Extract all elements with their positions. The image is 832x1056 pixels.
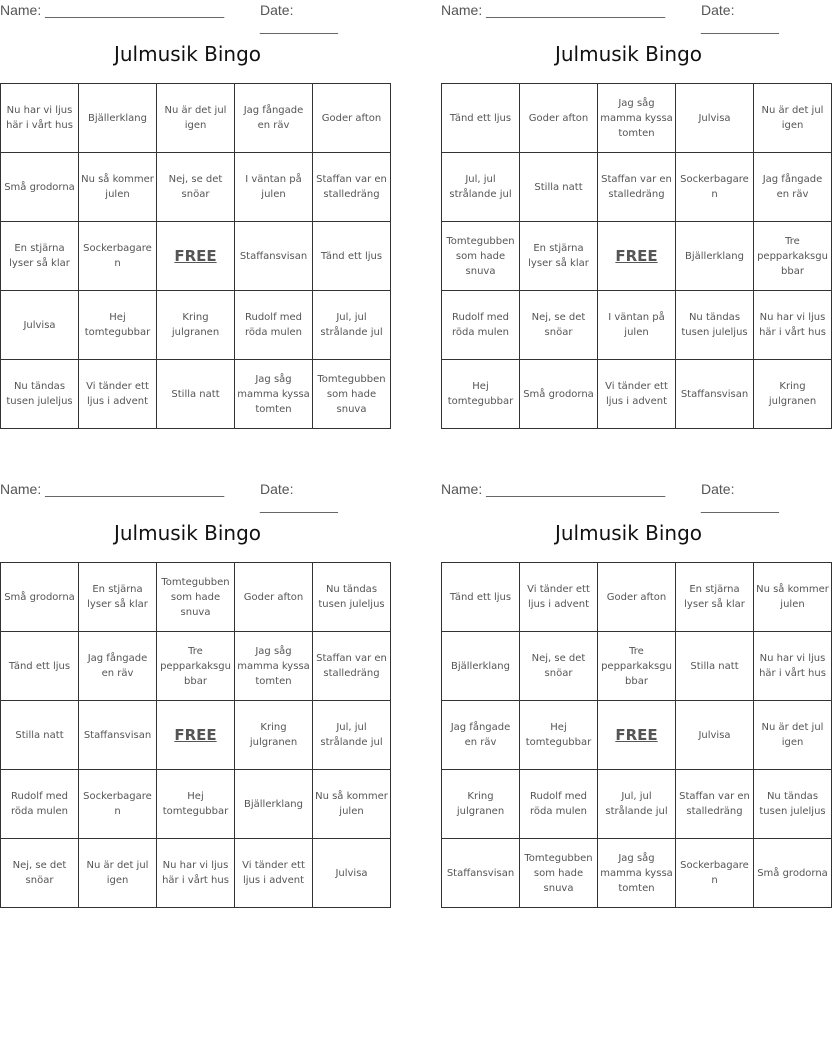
bingo-cell: Julvisa (1, 291, 79, 360)
bingo-cell: Nej, se det snöar (520, 291, 598, 360)
bingo-cell: Stilla natt (157, 360, 235, 429)
bingo-cell: Jag såg mamma kyssa tomten (598, 839, 676, 908)
bingo-cell: Nu är det jul igen (157, 84, 235, 153)
bingo-cell: Sockerbagaren (79, 770, 157, 839)
bingo-cell: Jul, jul strålande jul (313, 291, 391, 360)
name-date-row (441, 0, 816, 34)
bingo-cell: Julvisa (676, 701, 754, 770)
bingo-cell: Staffan var en stalledräng (598, 153, 676, 222)
bingo-cell: Hej tomtegubbar (520, 701, 598, 770)
bingo-cell: Jag fångade en räv (754, 153, 832, 222)
bingo-cell: Hej tomtegubbar (79, 291, 157, 360)
bingo-cell: Staffansvisan (79, 701, 157, 770)
date-field: Date: __________ (701, 481, 779, 513)
bingo-cell: Bjällerklang (79, 84, 157, 153)
bingo-row (442, 701, 832, 770)
bingo-row (1, 360, 391, 429)
bingo-cell: Staffan var en stalledräng (313, 632, 391, 701)
bingo-cell: Bjällerklang (676, 222, 754, 291)
bingo-card-3 (0, 479, 388, 911)
bingo-cell: Nu är det jul igen (754, 84, 832, 153)
free-space-cell: FREE (598, 701, 676, 770)
bingo-card-2 (441, 0, 828, 432)
bingo-cell: Stilla natt (1, 701, 79, 770)
free-space-cell: FREE (157, 222, 235, 291)
bingo-row (1, 839, 391, 908)
bingo-cell: Goder afton (598, 563, 676, 632)
bingo-cell: Sockerbagaren (676, 839, 754, 908)
bingo-cell: Nu tändas tusen juleljus (313, 563, 391, 632)
bingo-cell: Nu är det jul igen (79, 839, 157, 908)
bingo-cell: En stjärna lyser så klar (79, 563, 157, 632)
bingo-cell: Rudolf med röda mulen (442, 291, 520, 360)
bingo-cell: Jul, jul strålande jul (442, 153, 520, 222)
bingo-cell: Hej tomtegubbar (157, 770, 235, 839)
bingo-cell: Sockerbagaren (79, 222, 157, 291)
bingo-cell: Jag fångade en räv (442, 701, 520, 770)
bingo-cell: Goder afton (235, 563, 313, 632)
bingo-cell: Nu har vi ljus här i vårt hus (754, 291, 832, 360)
bingo-card-4 (441, 479, 829, 911)
bingo-cell: Tomtegubben som hade snuva (520, 839, 598, 908)
bingo-cell: Nu tändas tusen juleljus (676, 291, 754, 360)
bingo-row (1, 84, 391, 153)
bingo-row (442, 222, 832, 291)
bingo-cell: Bjällerklang (235, 770, 313, 839)
bingo-grid (0, 83, 391, 429)
bingo-cell: Staffansvisan (442, 839, 520, 908)
bingo-cell: Jag såg mamma kyssa tomten (235, 632, 313, 701)
bingo-cell: Tre pepparkaksgubbar (754, 222, 832, 291)
bingo-cell: Tomtegubben som hade snuva (157, 563, 235, 632)
bingo-row (442, 770, 832, 839)
bingo-cell: Nu så kommer julen (79, 153, 157, 222)
bingo-row (442, 153, 832, 222)
bingo-cell: Vi tänder ett ljus i advent (598, 360, 676, 429)
bingo-cell: Vi tänder ett ljus i advent (79, 360, 157, 429)
bingo-grid (441, 83, 832, 429)
date-field: Date: __________ (701, 2, 779, 34)
name-date-row (441, 479, 816, 513)
bingo-cell: En stjärna lyser så klar (676, 563, 754, 632)
bingo-cell: Jag såg mamma kyssa tomten (598, 84, 676, 153)
name-date-row (0, 479, 375, 513)
card-title: Julmusik Bingo (554, 42, 703, 66)
name-field: Name: _______________________ (441, 2, 666, 18)
bingo-cell: Rudolf med röda mulen (1, 770, 79, 839)
bingo-row (442, 839, 832, 908)
bingo-cell: Nu tändas tusen juleljus (1, 360, 79, 429)
free-space-cell: FREE (598, 222, 676, 291)
bingo-cell: Staffan var en stalledräng (676, 770, 754, 839)
bingo-cell: Staffansvisan (676, 360, 754, 429)
bingo-row (442, 360, 832, 429)
bingo-cell: Tänd ett ljus (442, 563, 520, 632)
bingo-row (1, 222, 391, 291)
bingo-cell: Julvisa (313, 839, 391, 908)
bingo-cell: Små grodorna (1, 563, 79, 632)
name-field: Name: _______________________ (0, 481, 225, 497)
bingo-cell: Nu har vi ljus här i vårt hus (1, 84, 79, 153)
bingo-cell: Tänd ett ljus (313, 222, 391, 291)
date-field: Date: __________ (260, 481, 338, 513)
bingo-cell: Nu har vi ljus här i vårt hus (754, 632, 832, 701)
bingo-cell: Kring julgranen (235, 701, 313, 770)
bingo-row (1, 701, 391, 770)
bingo-cell: Nej, se det snöar (1, 839, 79, 908)
bingo-cell: Staffan var en stalledräng (313, 153, 391, 222)
bingo-cell: Goder afton (313, 84, 391, 153)
bingo-row (1, 632, 391, 701)
bingo-cell: Små grodorna (1, 153, 79, 222)
bingo-cell: En stjärna lyser så klar (520, 222, 598, 291)
bingo-cell: Tänd ett ljus (1, 632, 79, 701)
bingo-cell: Jag såg mamma kyssa tomten (235, 360, 313, 429)
bingo-cell: Nu har vi ljus här i vårt hus (157, 839, 235, 908)
card-title: Julmusik Bingo (554, 521, 703, 545)
bingo-grid (441, 562, 832, 908)
bingo-cell: Julvisa (676, 84, 754, 153)
bingo-cell: Rudolf med röda mulen (235, 291, 313, 360)
bingo-cell: Tänd ett ljus (442, 84, 520, 153)
free-space-cell: FREE (157, 701, 235, 770)
bingo-cell: Bjällerklang (442, 632, 520, 701)
bingo-cell: Kring julgranen (442, 770, 520, 839)
bingo-cell: Tomtegubben som hade snuva (313, 360, 391, 429)
bingo-cell: Tre pepparkaksgubbar (157, 632, 235, 701)
bingo-cell: Stilla natt (520, 153, 598, 222)
bingo-cell: Nu så kommer julen (313, 770, 391, 839)
bingo-cell: Vi tänder ett ljus i advent (520, 563, 598, 632)
bingo-cell: Sockerbagaren (676, 153, 754, 222)
bingo-cell: Nej, se det snöar (157, 153, 235, 222)
bingo-cell: Nu tändas tusen juleljus (754, 770, 832, 839)
bingo-cell: Jul, jul strålande jul (598, 770, 676, 839)
bingo-cell: Jag fångade en räv (235, 84, 313, 153)
bingo-row (1, 563, 391, 632)
bingo-cell: Stilla natt (676, 632, 754, 701)
bingo-grid (0, 562, 391, 908)
name-date-row (0, 0, 375, 34)
bingo-cell: Kring julgranen (754, 360, 832, 429)
bingo-cell: En stjärna lyser så klar (1, 222, 79, 291)
bingo-cell: Kring julgranen (157, 291, 235, 360)
bingo-row (442, 632, 832, 701)
name-field: Name: _______________________ (0, 2, 225, 18)
bingo-row (1, 153, 391, 222)
name-field: Name: _______________________ (441, 481, 666, 497)
bingo-cell: Rudolf med röda mulen (520, 770, 598, 839)
bingo-cell: Vi tänder ett ljus i advent (235, 839, 313, 908)
bingo-cell: Små grodorna (520, 360, 598, 429)
bingo-cell: Tre pepparkaksgubbar (598, 632, 676, 701)
bingo-cell: I väntan på julen (235, 153, 313, 222)
bingo-cell: Nej, se det snöar (520, 632, 598, 701)
card-title: Julmusik Bingo (113, 42, 262, 66)
bingo-cell: Små grodorna (754, 839, 832, 908)
bingo-cell: Hej tomtegubbar (442, 360, 520, 429)
bingo-card-1 (0, 0, 387, 432)
bingo-cell: Staffansvisan (235, 222, 313, 291)
date-field: Date: __________ (260, 2, 338, 34)
bingo-row (442, 291, 832, 360)
bingo-row (1, 291, 391, 360)
bingo-cell: Jag fångade en räv (79, 632, 157, 701)
bingo-cell: Jul, jul strålande jul (313, 701, 391, 770)
bingo-cell: I väntan på julen (598, 291, 676, 360)
card-title: Julmusik Bingo (113, 521, 262, 545)
bingo-cell: Goder afton (520, 84, 598, 153)
bingo-row (442, 563, 832, 632)
bingo-cell: Tomtegubben som hade snuva (442, 222, 520, 291)
bingo-row (1, 770, 391, 839)
bingo-cell: Nu så kommer julen (754, 563, 832, 632)
bingo-cell: Nu är det jul igen (754, 701, 832, 770)
bingo-row (442, 84, 832, 153)
